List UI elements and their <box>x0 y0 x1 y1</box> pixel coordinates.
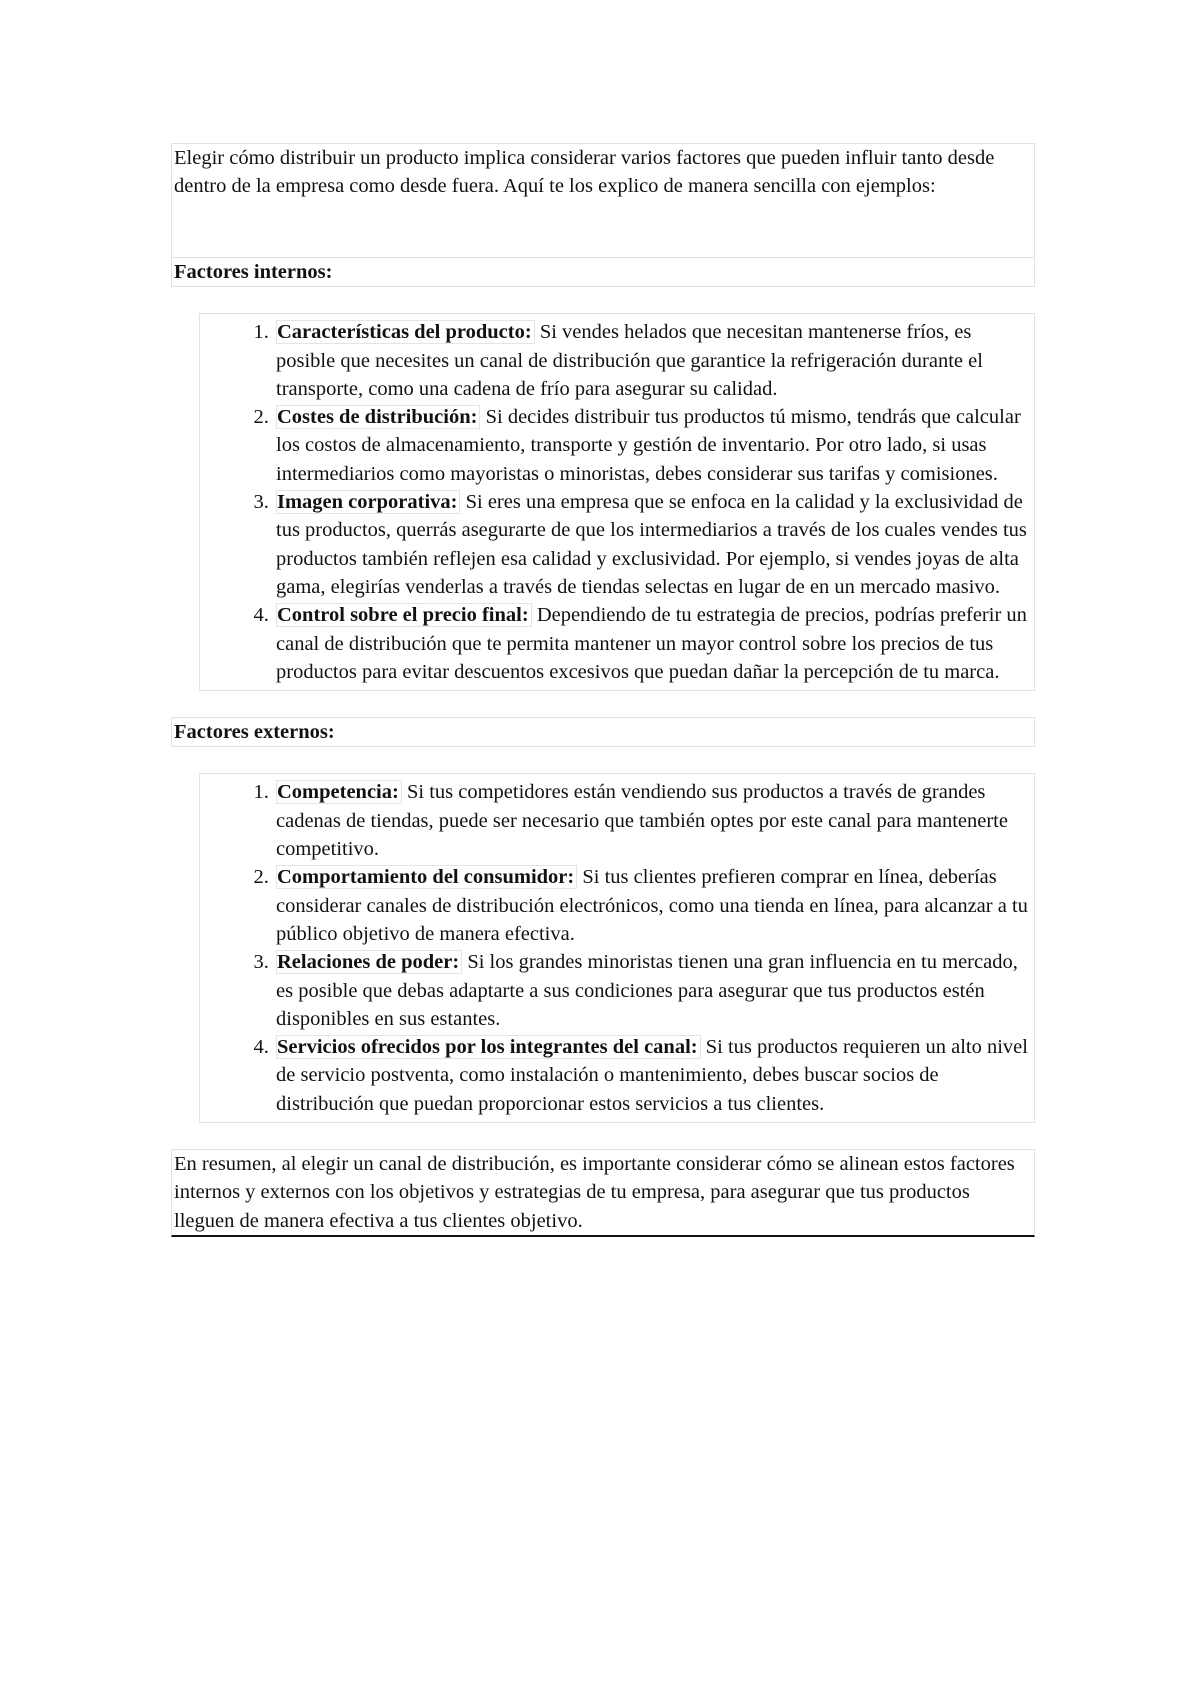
item-text: Si tus productos requieren un alto nivel de servicio postventa, como instalación o mantenimiento, debes buscar socios de distribución que puedan proporcionar estos servicios a tus clientes. <box>276 1036 1028 1115</box>
item-title: Servicios ofrecidos por los integrantes del canal: <box>276 1035 701 1059</box>
item-title: Comportamiento del consumidor: <box>276 865 577 889</box>
list-item <box>274 318 1032 403</box>
list-item <box>274 1033 1032 1118</box>
item-text: Si decides distribuir tus productos tú mismo, tendrás que calcular los costos de almacenamiento, transporte y gestión de inventario. Por otro lado, si usas intermediarios como mayoristas o minoristas, debes considerar sus tarifas y comisiones. <box>276 406 1021 485</box>
intro-text: Elegir cómo distribuir un producto implica considerar varios factores que pueden influir tanto desde dentro de la empresa como desde fuera. Aquí te los explico de manera sencilla con ejemplos: <box>174 147 995 198</box>
external-factors-list <box>199 773 1035 1123</box>
item-text: Si tus clientes prefieren comprar en línea, deberías considerar canales de distribución electrónicos, como una tienda en línea, para alcanzar a tu público objetivo de manera efectiva. <box>276 866 1028 945</box>
internal-factors-list <box>199 313 1035 691</box>
internal-factors-heading: Factores internos: <box>171 257 1035 287</box>
item-text: Si los grandes minoristas tienen una gran influencia en tu mercado, es posible que debas adaptarte a sus condiciones para asegurar que tus productos estén disponibles en sus estantes. <box>276 951 1018 1030</box>
external-factors-heading: Factores externos: <box>171 717 1035 747</box>
list-item <box>274 488 1032 601</box>
item-title: Costes de distribución: <box>276 405 480 429</box>
item-text: Si eres una empresa que se enfoca en la calidad y la exclusividad de tus productos, querrás asegurarte de que los intermediarios a través de los cuales vendes tus productos también reflejen esa calidad y exclusividad. Por ejemplo, si vendes joyas de alta gama, elegirías venderlas a través de tiendas selectas en lugar de en un mercado masivo. <box>276 491 1027 598</box>
item-text: Si tus competidores están vendiendo sus productos a través de grandes cadenas de tiendas, puede ser necesario que también optes por este canal para mantenerte competitivo. <box>276 781 1008 861</box>
item-title: Características del producto: <box>276 320 535 344</box>
item-text: Si vendes helados que necesitan mantenerse fríos, es posible que necesites un canal de distribución que garantice la refrigeración durante el transporte, como una cadena de frío para asegurar su calidad. <box>276 321 983 400</box>
item-title: Competencia: <box>276 780 402 804</box>
list-item <box>274 601 1032 686</box>
item-title: Relaciones de poder: <box>276 950 462 974</box>
list-item <box>274 948 1032 1033</box>
list-item <box>274 863 1032 948</box>
item-text: Dependiendo de tu estrategia de precios, podrías preferir un canal de distribución que te permita mantener un mayor control sobre los precios de tus productos para evitar descuentos excesivos que puedan dañar la percepción de tu marca. <box>276 604 1027 683</box>
summary-paragraph: En resumen, al elegir un canal de distribución, es importante considerar cómo se alinean estos factores internos y externos con los objetivos y estrategias de tu empresa, para asegurar que tus productos lleguen de manera efectiva a tus clientes objetivo. <box>171 1149 1035 1237</box>
item-title: Control sobre el precio final: <box>276 603 532 627</box>
list-item <box>274 778 1032 863</box>
document-page <box>171 143 1035 1237</box>
item-title: Imagen corporativa: <box>276 490 460 514</box>
list-item <box>274 403 1032 488</box>
